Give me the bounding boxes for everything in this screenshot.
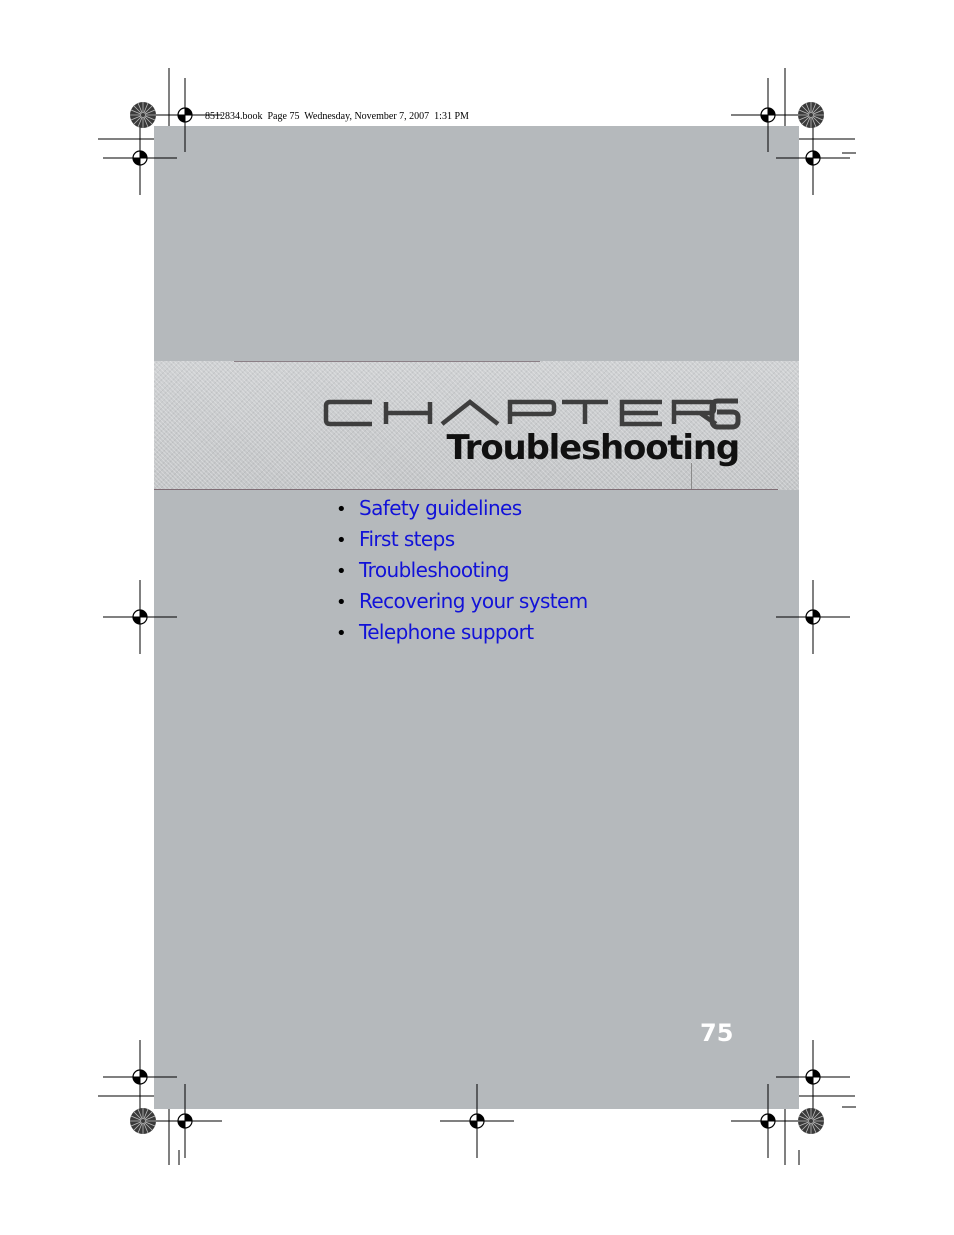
list-item [336, 524, 588, 555]
toc-link-safety-guidelines[interactable]: Safety guidelines [359, 496, 522, 520]
list-item [336, 555, 588, 586]
list-item [336, 617, 588, 648]
toc-link-telephone-support[interactable]: Telephone support [359, 620, 534, 644]
banner-top-rule [234, 361, 540, 362]
bullet: • [336, 561, 347, 582]
rosette-bottom-right [798, 1108, 824, 1134]
bullet: • [336, 592, 347, 613]
list-item [336, 493, 588, 524]
bullet: • [336, 499, 347, 520]
list-item [336, 586, 588, 617]
banner-bottom-rule [154, 489, 778, 490]
bullet: • [336, 530, 347, 551]
toc-link-troubleshooting[interactable]: Troubleshooting [359, 558, 509, 582]
chapter-wordmark [322, 398, 742, 430]
rosette-top-left [130, 102, 156, 128]
chapter-contents [336, 493, 588, 648]
print-header: 8512834.book Page 75 Wednesday, November 7, 2007 1:31 PM [205, 111, 469, 122]
rosette-bottom-left [130, 1108, 156, 1134]
rosette-top-right [798, 102, 824, 128]
toc-link-first-steps[interactable]: First steps [359, 527, 455, 551]
chapter-title: Troubleshooting [446, 428, 739, 468]
page-number: 75 [700, 1019, 734, 1047]
bullet: • [336, 623, 347, 644]
toc-link-recovering-your-system[interactable]: Recovering your system [359, 589, 588, 613]
